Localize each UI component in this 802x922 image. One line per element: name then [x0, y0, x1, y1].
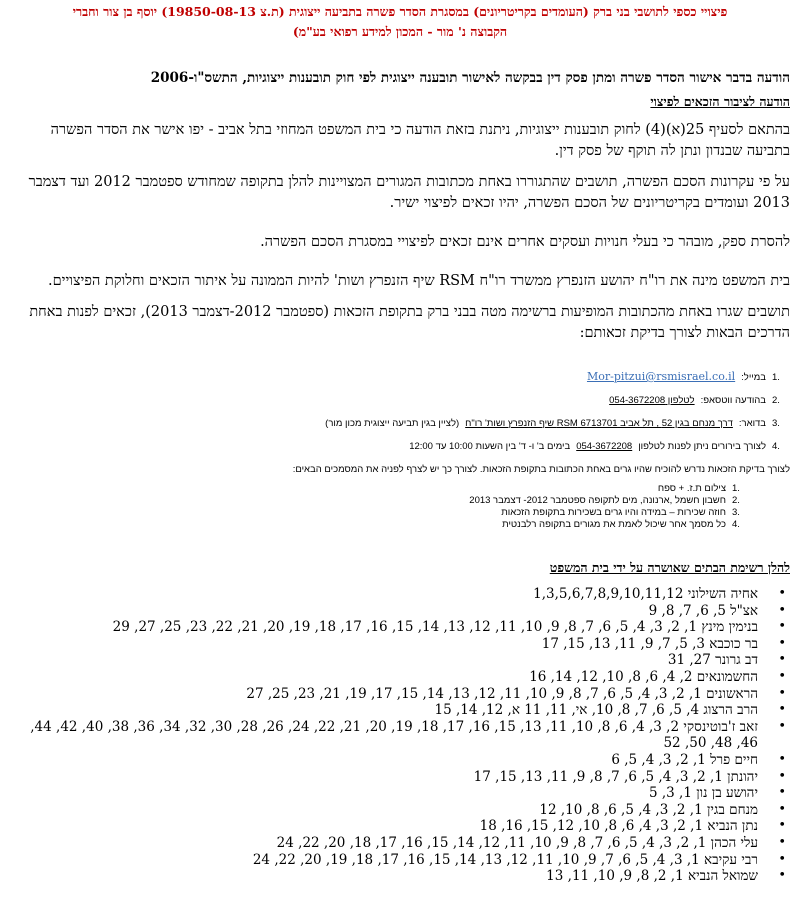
street-item: • יהושע בן נון 1, 3, 5: [10, 785, 790, 802]
contact-methods-list: [10, 370, 790, 452]
street-item: • דב גרונר 27, 31: [10, 652, 790, 669]
street-item: • בר כוכבא 3, 5, 7, 9, 11, 13, 15, 17: [10, 636, 790, 653]
contact-email-link[interactable]: Mor-pitzui@rsmisrael.co.il: [586, 370, 736, 383]
street-item: • אחיה השילוני 1,3,5,6,7,8,9,10,11,12: [10, 586, 790, 603]
notice-header: [10, 2, 790, 42]
contact-label: לצורך בירורים ניתן לפנות לטלפון: [638, 441, 766, 452]
approved-houses-title: להלן רשימת הבתים שאושרה על ידי בית המשפט: [549, 560, 790, 575]
contact-whatsapp-item: [10, 395, 790, 406]
street-item: • אצ"ל 5, 6, 7, 8, 9: [10, 603, 790, 620]
contact-whatsapp-phone: לטלפון 054-3672208: [609, 395, 695, 406]
approved-houses-list: [10, 586, 790, 885]
street-item: • נתן הנביא 1, 2, 3, 4, 6, 8, 10, 12, 15, 16, 18: [10, 818, 790, 835]
contact-number: 3.: [772, 418, 780, 429]
header-line-2: הקבוצה נ' מור - המכון למידע רפואי בע"מ): [292, 24, 508, 39]
paragraph-how-to-apply: תושבים שגרו באחת מהכתובות המופיעות ברשימה מטה בבני ברק בתקופת הזכאות (ספטמבר 2012-דצמבר 2013), זכאים לפנות באחת הדרכים הבאות לצורך בדיקת זכאותם:: [29, 304, 790, 341]
document-number: 4.: [732, 519, 740, 530]
required-documents-list: [10, 483, 790, 530]
notice-title: הודעה בדבר אישור הסדר פשרה ומתן פסק דין בבקשה לאישור תובענה ייצוגית לפי חוק תובענות ייצוגיות, התשס"ו-2006: [150, 70, 790, 86]
paragraph-clarification: להסרת ספק, מובהר כי בעלי חנויות ועסקים אחרים אינם זכאים לפיצויי במסגרת הסכם הפשרה.: [260, 234, 790, 250]
notice-page: [0, 2, 802, 885]
contact-mail-address: דרך מנחם בגין 52 , תל אביב 6713701 RSM שיף הזנפרץ ושות' רו"ח: [465, 418, 733, 429]
document-number: 2.: [732, 495, 740, 506]
contact-phone-number: 054-3672208: [576, 441, 633, 452]
document-number: 1.: [732, 483, 740, 494]
document-item: [10, 507, 790, 518]
document-text: צילום ת.ז. + ספח: [657, 483, 726, 494]
paragraph-approval: בהתאם לסעיף 25(א)(4) לחוק תובענות ייצוגיות, ניתנת בזאת הודעה כי בית המשפט המחוזי בתל אביב - יפו אישר את הסדר הפשרה בתביעה שבנדון ונתן לה תוקף של פסק דין.: [50, 122, 790, 159]
contact-mail-item: [10, 418, 790, 429]
document-item: [10, 483, 790, 494]
paragraph-eligibility: על פי עקרונות הסכם הפשרה, תושבים שהתגוררו באחת מכתובות המגורים המצויינות להלן בתקופה שמחודש ספטמבר 2012 ועד דצמבר 2013 ועומדים בקריטריונים של הסכם הפשרה, יהיו זכאים לפיצוי ישיר.: [28, 174, 790, 211]
street-item: • החשמונאים 2, 4, 6, 8, 10, 12, 14, 16: [10, 669, 790, 686]
contact-number: 4.: [772, 441, 780, 452]
street-item: • יהונתן 1, 2, 3, 4, 5, 6, 7, 8, 9, 11, 13, 15, 17: [10, 769, 790, 786]
street-item: • חיים פרל 1, 2, 3, 4, 5, 6: [10, 752, 790, 769]
contact-mail-note: (לציין בגין תביעה ייצוגית מכון מור): [325, 418, 460, 429]
street-item: • מנחם בגין 1, 2, 3, 4, 5, 6, 8, 10, 12: [10, 802, 790, 819]
contact-number: 2.: [772, 395, 780, 406]
street-item: • הראשונים 1, 2, 3, 4, 5, 6, 7, 8, 9, 10, 11, 12, 13, 14, 15, 17, 19, 21, 23, 25, 27: [10, 686, 790, 703]
street-item: • בנימין מינץ 1, 2, 3, 4, 5, 6, 7, 8, 9, 10, 11, 12, 13, 14, 15, 16, 17, 18, 19, 20, 21, 22, 23, 25, 27, 29: [10, 619, 790, 636]
contact-phone-item: [10, 441, 790, 452]
document-text: חוזה שכירות – במידה והיו גרים בשכירות בתקופת הזכאות: [501, 507, 726, 518]
paragraph-trustee: בית המשפט מינה את רו"ח יהושע הזנפרץ ממשרד רו"ח RSM שיף הזנפרץ ושות' להיות הממונה על איתור הזכאים וחלוקת הפיצויים.: [47, 273, 790, 289]
header-line-1: פיצויי כספי לתושבי בני ברק (העומדים בקריטריונים) במסגרת הסדר פשרה בתביעה ייצוגית (ת.צ 19850-08-13) יוסף בן צור וחברי: [72, 4, 728, 19]
contact-number: 1.: [772, 372, 780, 383]
contact-label: בדואר:: [738, 418, 766, 429]
document-text: חשבון חשמל ,ארנונה, מים לתקופה ספטמבר 2012- דצמבר 2013: [469, 495, 726, 506]
contact-label: בהודעה ווטסאפ:: [700, 395, 766, 406]
street-item: • רבי עקיבא 1, 3, 4, 5, 6, 7, 9, 10, 11, 12, 13, 14, 15, 16, 17, 18, 19, 20, 22, 24: [10, 852, 790, 869]
contact-email-item: [10, 370, 790, 383]
contact-phone-hours: בימים ב' ו- ד' בין השעות 10:00 עד 12:00: [409, 441, 571, 452]
document-item: [10, 519, 790, 530]
document-text: כל מסמך אחר שיכול לאמת את מגורים בתקופה רלבנטית: [502, 519, 726, 530]
contact-label: במייל:: [741, 372, 766, 383]
street-item: • שמואל הנביא 1, 2, 8, 9, 10, 11, 13: [10, 868, 790, 885]
street-item: • עלי הכהן 1, 2, 3, 4, 5, 6, 7, 8, 9, 10, 11, 12, 14, 15, 16, 17, 18, 20, 22, 24: [10, 835, 790, 852]
notice-subtitle: הודעה לציבור הזכאים לפיצוי: [650, 94, 790, 109]
documents-intro: לצורך בדיקת הזכאות נדרש להוכיח שהיו גרים באחת הכתובות בתקופת הזכאות. לצורך כך יש לצרף לפניה את המסמכים הבאים:: [292, 464, 790, 475]
street-item: • זאב ז'בוטינסקי 2, 3, 4, 6, 8, 10, 11, 13, 15, 16, 17, 18, 19, 20, 21, 22, 24, 26, 28, 30, 32, 34, 36, 38, 40, 42, 44, 46, 48, 50, 52: [10, 719, 790, 752]
street-item: • הרב הרצוג 4, 5, 6, 7, 8, 10, אי, 11, 11 א, 12, 14, 15: [10, 702, 790, 719]
document-item: [10, 495, 790, 506]
document-number: 3.: [732, 507, 740, 518]
